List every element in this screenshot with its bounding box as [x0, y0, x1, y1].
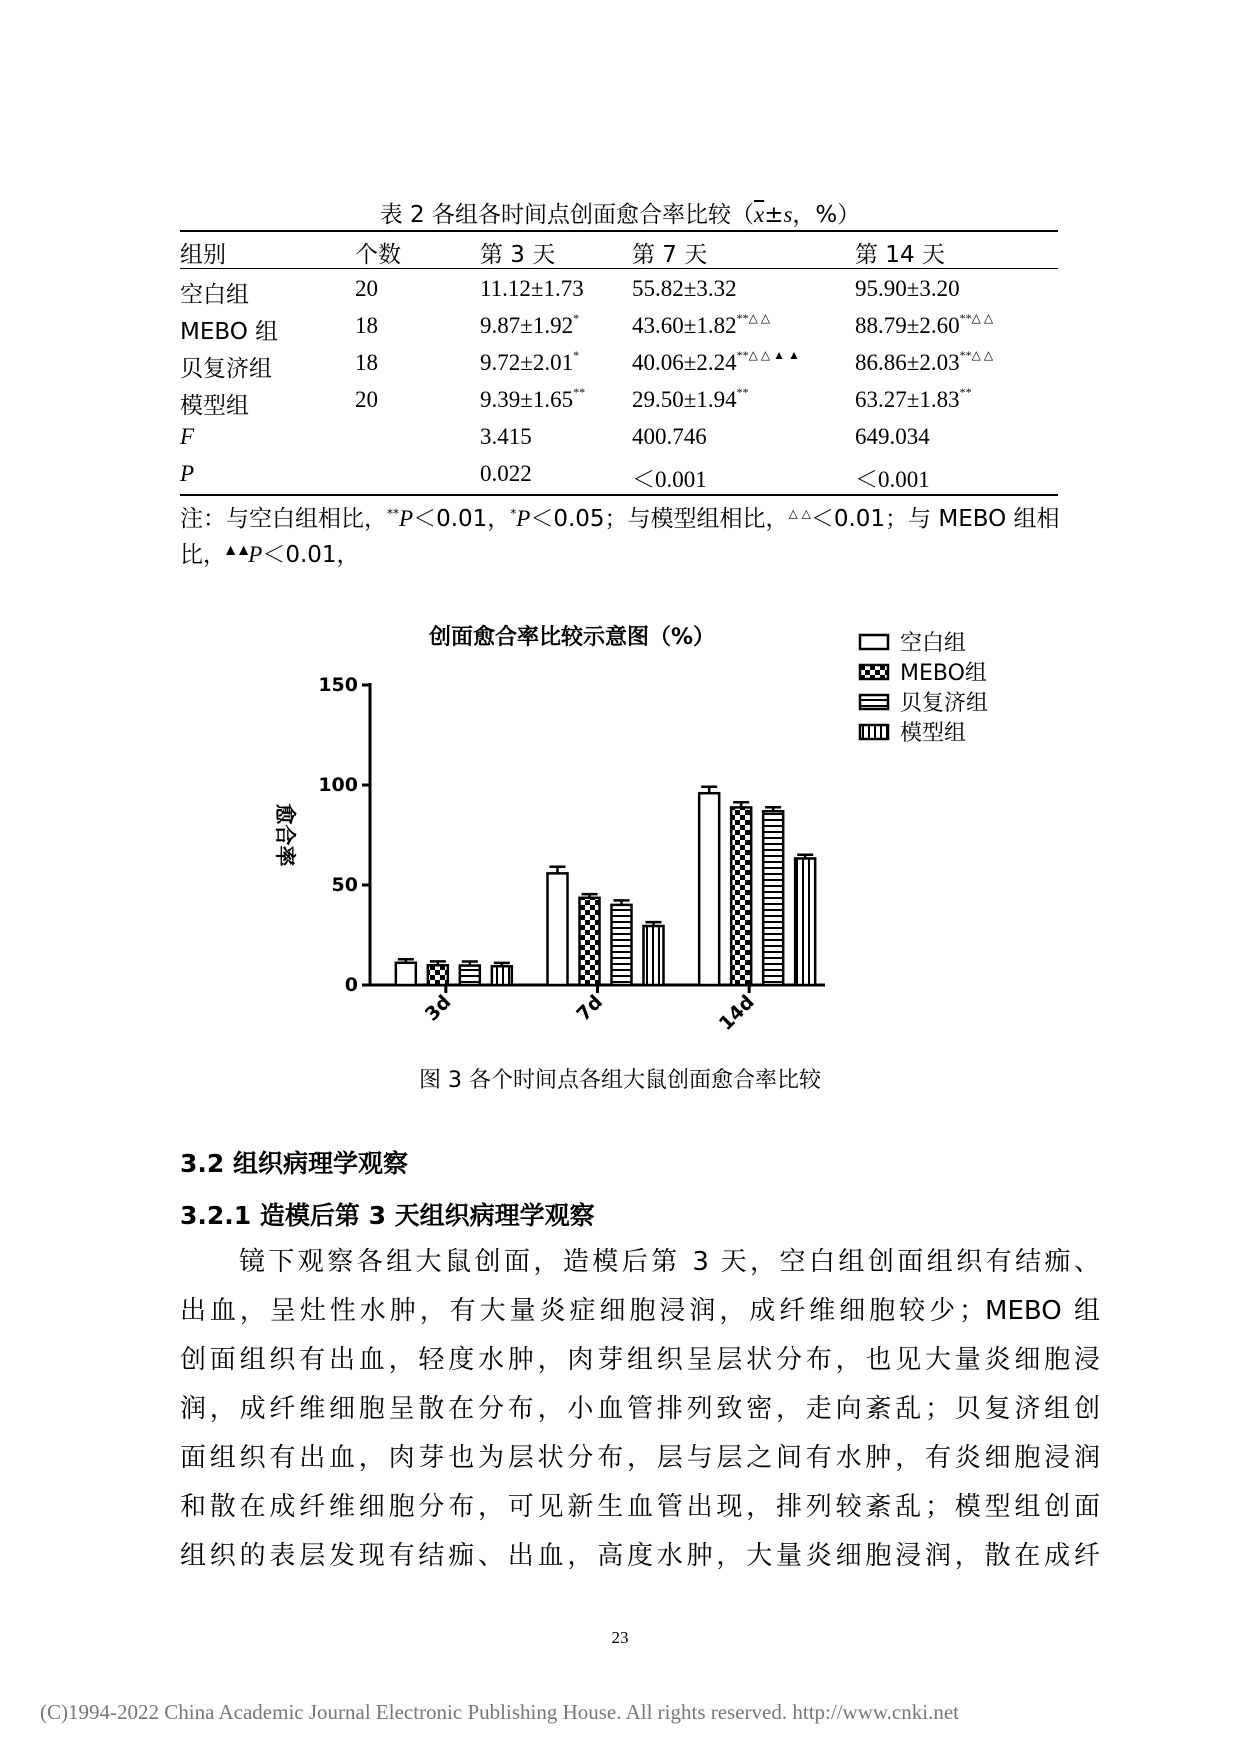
table-value-cell: 43.60±1.82**△ △ — [632, 311, 771, 338]
y-axis-label: 愈合率 — [273, 803, 297, 867]
table-stat-label: F — [180, 424, 195, 449]
table-stat-cell: 400.746 — [632, 424, 707, 449]
bar-7d-3 — [644, 926, 664, 985]
table-stat-label: P — [180, 461, 195, 486]
table-title-xbar: $\overline{x}$ — [753, 202, 765, 227]
table-value-cell: 88.79±2.60**△ △ — [855, 311, 994, 338]
table-value-cell: 63.27±1.83** — [855, 385, 972, 412]
table-header-cell: 第 14 天 — [855, 242, 945, 268]
table-title — [0, 196, 1240, 229]
table-count-cell: 18 — [355, 313, 378, 338]
table-group-cell: 模型组 — [180, 393, 249, 419]
legend-swatch — [860, 695, 888, 709]
table-header-cell: 第 7 天 — [632, 242, 708, 268]
bar-3d-2 — [460, 966, 480, 985]
body-line: 润，成纤维细胞呈散在分布，小血管排列致密，走向紊乱；贝复济组创 — [180, 1394, 1100, 1424]
table-title-pm: ± — [764, 202, 784, 228]
body-line: 镜下观察各组大鼠创面，造模后第 3 天，空白组创面组织有结痂、 — [180, 1247, 1100, 1277]
table-header-cell: 第 3 天 — [480, 242, 556, 268]
bar-3d-0 — [396, 963, 416, 985]
legend-label: 贝复济组 — [900, 691, 989, 716]
table-title-s: s — [783, 202, 793, 227]
legend-label: 空白组 — [900, 631, 967, 656]
table-header-cell: 组别 — [180, 242, 226, 268]
table-stat-cell: ＜0.001 — [632, 467, 707, 492]
legend-swatch — [860, 635, 888, 649]
body-paragraph — [180, 1238, 1100, 1581]
bar-3d-1 — [428, 965, 448, 985]
bar-7d-0 — [548, 873, 568, 985]
subsection-heading: 3.2.1 造模后第 3 天组织病理学观察 — [180, 1201, 595, 1230]
legend-label: 模型组 — [900, 721, 967, 746]
body-line: 面组织有出血，肉芽也为层状分布，层与层之间有水肿，有炎细胞浸润 — [180, 1443, 1100, 1473]
table-value-cell: 11.12±1.73 — [480, 276, 584, 301]
table-title-prefix: 表 2 各组各时间点创面愈合率比较（ — [379, 202, 754, 228]
x-tick-label: 7d — [572, 990, 608, 1026]
x-tick-label: 3d — [420, 990, 456, 1026]
page-number: 23 — [611, 1628, 629, 1647]
copyright-footer: (C)1994-2022 China Academic Journal Electronic Publishing House. All rights reserved. http://www.cnki.net — [40, 1700, 959, 1724]
table-note — [180, 501, 1100, 573]
table-bottom-rule — [180, 494, 1058, 496]
table-stat-cell: ＜0.001 — [855, 467, 930, 492]
bar-14d-2 — [763, 811, 783, 985]
table-note-line-2: 比，▲ ▲P＜0.01， — [180, 542, 360, 568]
table-value-cell: 9.72±2.01* — [480, 348, 580, 375]
y-tick-label: 0 — [344, 974, 358, 996]
table-header-cell: 个数 — [355, 242, 401, 268]
table-group-cell: 空白组 — [180, 282, 249, 308]
body-line: 组织的表层发现有结痂、出血，高度水肿，大量炎细胞浸润，散在成纤 — [180, 1541, 1100, 1571]
table-value-cell: 40.06±2.24**△ △ ▲ ▲ — [632, 348, 800, 375]
legend-swatch — [860, 725, 888, 739]
bar-7d-1 — [580, 898, 600, 985]
table-group-cell: MEBO 组 — [180, 319, 279, 345]
table-value-cell: 29.50±1.94** — [632, 385, 749, 412]
bar-14d-3 — [795, 858, 815, 985]
bar-7d-2 — [612, 905, 632, 985]
body-line: 出血，呈灶性水肿，有大量炎症细胞浸润，成纤维细胞较少；MEBO 组 — [180, 1296, 1100, 1326]
x-tick-label: 14d — [714, 990, 759, 1035]
table-stat-cell: 3.415 — [480, 424, 532, 449]
figure-caption: 图 3 各个时间点各组大鼠创面愈合率比较 — [419, 1068, 821, 1093]
bar-3d-3 — [492, 966, 512, 985]
bar-14d-1 — [731, 807, 751, 985]
table-value-cell: 9.39±1.65** — [480, 385, 586, 412]
legend-label: MEBO组 — [900, 661, 987, 686]
y-tick-label: 100 — [318, 774, 358, 796]
table-title-suffix: ，%） — [792, 202, 861, 228]
body-line: 和散在成纤维细胞分布，可见新生血管出现，排列较紊乱；模型组创面 — [180, 1492, 1100, 1522]
y-tick-label: 150 — [318, 674, 358, 696]
table-stat-cell: 649.034 — [855, 424, 930, 449]
table-count-cell: 20 — [355, 387, 378, 412]
legend-swatch — [860, 665, 888, 679]
section-heading: 3.2 组织病理学观察 — [180, 1149, 408, 1178]
table-count-cell: 18 — [355, 350, 378, 375]
table-count-cell: 20 — [355, 276, 378, 301]
table-top-rule — [180, 230, 1058, 232]
table-value-cell: 86.86±2.03**△ △ — [855, 348, 994, 375]
body-line: 创面组织有出血，轻度水肿，肉芽组织呈层状分布，也见大量炎细胞浸 — [180, 1345, 1100, 1375]
table-group-cell: 贝复济组 — [180, 356, 272, 382]
table-value-cell: 95.90±3.20 — [855, 276, 960, 301]
chart-title: 创面愈合率比较示意图（%） — [428, 625, 716, 650]
table-stat-cell: 0.022 — [480, 461, 532, 486]
y-tick-label: 50 — [331, 874, 358, 896]
table-value-cell: 9.87±1.92* — [480, 311, 580, 338]
table-value-cell: 55.82±3.32 — [632, 276, 737, 301]
bar-chart — [250, 615, 1030, 1060]
bar-14d-0 — [699, 793, 719, 985]
table-note-line-1: 注：与空白组相比，**P＜0.01，*P＜0.05；与模型组相比，△ △＜0.01；与 MEBO 组相 — [180, 506, 1060, 532]
